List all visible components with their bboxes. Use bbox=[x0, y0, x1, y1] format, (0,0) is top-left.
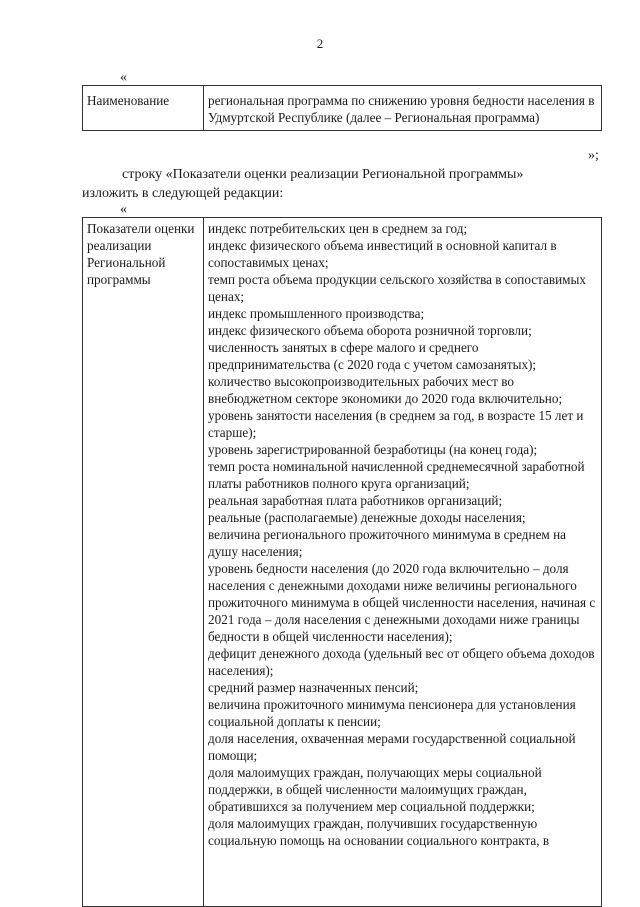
indicator-item: доля малоимущих граждан, получивших государственную социальную помощь на основании социального контракта, в bbox=[208, 816, 550, 848]
closing-quote: »; bbox=[588, 148, 599, 163]
indicator-item: темп роста объема продукции сельского хозяйства в сопоставимых ценах; bbox=[208, 272, 586, 304]
indicator-item: реальная заработная плата работников организаций; bbox=[208, 493, 503, 508]
table-row bbox=[83, 218, 602, 907]
name-table bbox=[82, 85, 602, 131]
instruction-line-1: строку «Показатели оценки реализации Региональной программы» bbox=[122, 167, 524, 182]
indicator-item: индекс потребительских цен в среднем за год; bbox=[208, 221, 468, 236]
indicator-item: величина прожиточного минимума пенсионера для установления социальной доплаты к пенсии; bbox=[208, 697, 576, 729]
indicator-item: численность занятых в сфере малого и среднего предпринимательства (с 2020 года с учетом самозанятых); bbox=[208, 340, 537, 372]
indicator-item: количество высокопроизводительных рабочих мест во внебюджетном секторе экономики до 2020 года включительно; bbox=[208, 374, 563, 406]
indicator-item: средний размер назначенных пенсий; bbox=[208, 680, 419, 695]
opening-quote-2: « bbox=[120, 202, 127, 217]
name-label: Наименование bbox=[83, 86, 204, 131]
instruction-paragraph bbox=[82, 165, 602, 203]
page-number: 2 bbox=[316, 36, 324, 51]
indicator-item: уровень зарегистрированной безработицы (на конец года); bbox=[208, 442, 538, 457]
name-value: региональная программа по снижению уровня бедности населения в Удмуртской Республике (далее – Региональная программа) bbox=[204, 86, 602, 131]
indicator-item: индекс физического объема оборота розничной торговли; bbox=[208, 323, 532, 338]
indicator-item: индекс физического объема инвестиций в основной капитал в сопоставимых ценах; bbox=[208, 238, 557, 270]
indicator-item: уровень бедности населения (до 2020 года включительно – доля населения с денежными доходами ниже величины регионального прожиточного минимума в общей численности населения, начиная с 2021 года – доля населения с денежными доходами ниже границы бедности в общей численности населения); bbox=[208, 561, 596, 644]
indicator-item: реальные (располагаемые) денежные доходы населения; bbox=[208, 510, 526, 525]
indicator-item: доля населения, охваченная мерами государственной социальной помощи; bbox=[208, 731, 576, 763]
table-row bbox=[83, 86, 602, 131]
indicator-item: темп роста номинальной начисленной среднемесячной заработной платы работников полного круга организаций; bbox=[208, 459, 585, 491]
opening-quote-1: « bbox=[120, 70, 127, 85]
indicator-item: дефицит денежного дохода (удельный вес от общего объема доходов населения); bbox=[208, 646, 595, 678]
indicator-item: индекс промышленного производства; bbox=[208, 306, 425, 321]
indicator-item: доля малоимущих граждан, получающих меры социальной поддержки, в общей численности малоимущих граждан, обратившихся за получением мер социальной поддержки; bbox=[208, 765, 542, 814]
indicators-label: Показатели оценки реализации Региональной программы bbox=[83, 218, 204, 907]
indicators-table bbox=[82, 217, 602, 907]
indicator-item: уровень занятости населения (в среднем за год, в возрасте 15 лет и старше); bbox=[208, 408, 584, 440]
indicator-item: величина регионального прожиточного минимума в среднем на душу населения; bbox=[208, 527, 566, 559]
indicators-list bbox=[204, 218, 602, 907]
instruction-line-2: изложить в следующей редакции: bbox=[82, 186, 284, 201]
